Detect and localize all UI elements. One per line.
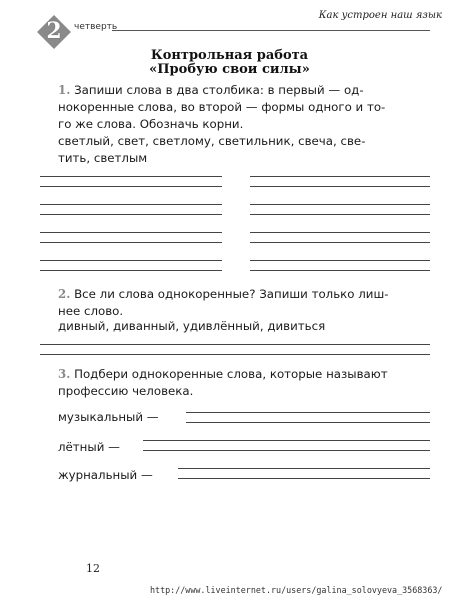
watermark-url: http://www.liveinternet.ru/users/galina_solovyeva_3568363/ [150,585,443,595]
task3-item-label: журнальный — [58,468,153,482]
header-rule [112,30,430,31]
answer-line[interactable] [40,242,222,243]
answer-line[interactable] [40,354,430,355]
page-number: 12 [86,562,100,575]
task3-line: Подбери однокоренные слова, которые называют [74,367,388,381]
quarter-label: четверть [74,22,118,32]
answer-line[interactable] [250,232,430,233]
task2-line: нее слово. [58,304,124,318]
answer-line[interactable] [250,186,430,187]
task3-instruction [58,366,436,400]
task1-words-line: светлый, свет, светлому, светильник, свеча, све- [58,134,366,148]
answer-line[interactable] [143,440,430,441]
answer-line[interactable] [40,232,222,233]
task1-line: нокоренные слова, во второй — формы одного и то- [58,100,386,114]
task2-instruction [58,286,436,320]
task1-line: Запиши слова в два столбика: в первый — од- [74,83,364,97]
quarter-number: 2 [46,18,62,44]
page-subtitle: «Пробую свои силы» [149,62,310,77]
answer-line[interactable] [178,468,430,469]
task1-instruction [58,82,436,133]
page-title: Контрольная работа [150,48,309,63]
answer-line[interactable] [40,214,222,215]
task1-number: 1. [58,83,71,97]
task2-line: Все ли слова однокоренные? Запиши только лиш- [74,287,389,301]
task1-line: го же слова. Обозначь корни. [58,117,244,131]
answer-line[interactable] [40,176,222,177]
answer-line[interactable] [250,242,430,243]
task1-words-line: тить, светлым [58,151,148,165]
answer-line[interactable] [250,204,430,205]
answer-line[interactable] [40,270,222,271]
answer-line[interactable] [40,186,222,187]
task3-item-label: музыкальный — [58,410,159,424]
answer-line[interactable] [250,260,430,261]
answer-line[interactable] [178,478,430,479]
task2-words: дивный, диванный, удивлённый, дивиться [58,319,326,333]
task3-line: профессию человека. [58,384,194,398]
section-title: Как устроен наш язык [318,10,442,21]
answer-line[interactable] [40,344,430,345]
quarter-badge [38,16,70,48]
task1-words [58,133,436,167]
answer-line[interactable] [186,412,430,413]
answer-line[interactable] [250,176,430,177]
answer-line[interactable] [40,204,222,205]
task3-number: 3. [58,367,71,381]
answer-line[interactable] [250,214,430,215]
task3-item-label: лётный — [58,440,120,454]
answer-line[interactable] [40,260,222,261]
answer-line[interactable] [143,450,430,451]
answer-line[interactable] [186,422,430,423]
task2-number: 2. [58,287,71,301]
answer-line[interactable] [250,270,430,271]
